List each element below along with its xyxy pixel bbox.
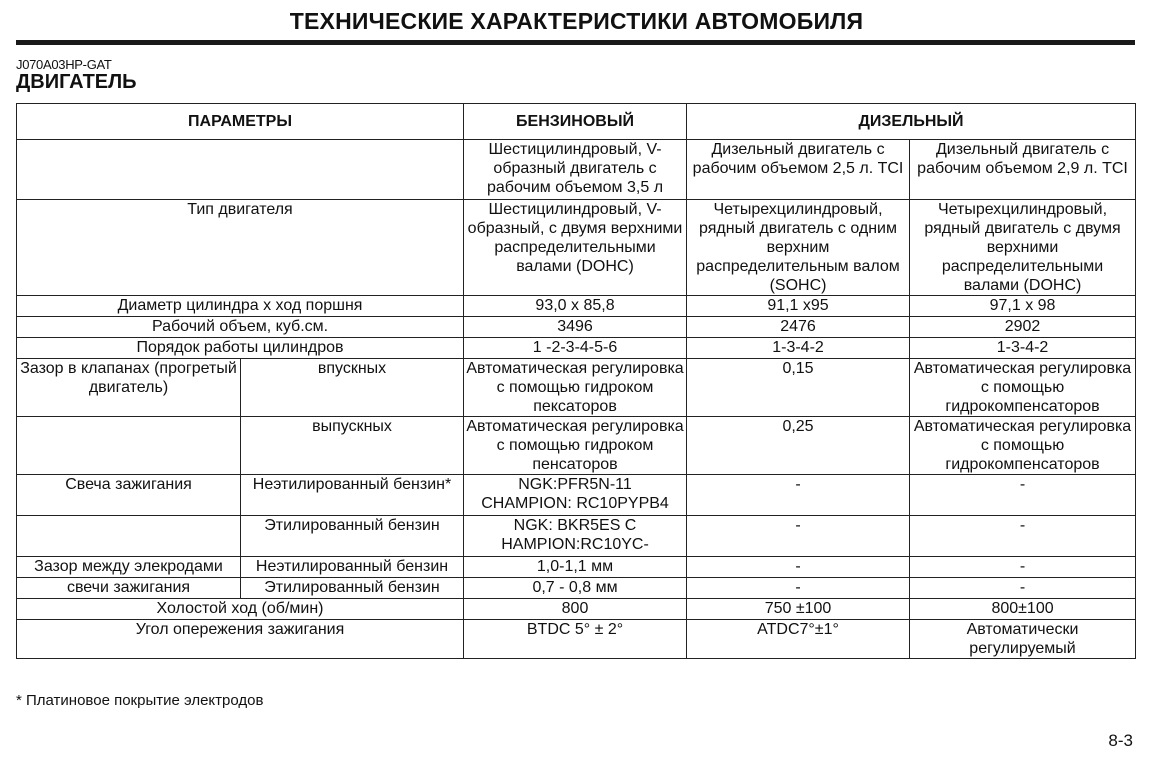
cell-diesel2-engine: Дизельный двигатель с рабочим объемом 2,9 л. TCI <box>910 140 1136 200</box>
row-label: Диаметр цилиндра х ход поршня <box>17 296 464 317</box>
cell-diesel2: Автоматическая регулировка с помощью гидрокомпенсаторов <box>910 417 1136 475</box>
cell-diesel1: 91,1 х95 <box>687 296 910 317</box>
row-label <box>17 417 241 475</box>
table-row <box>17 620 1136 659</box>
document-code: J070A03HP-GAT <box>16 57 112 72</box>
cell-diesel1: - <box>687 516 910 557</box>
table-row <box>17 317 1136 338</box>
row-label <box>17 516 241 557</box>
cell-diesel2: 800±100 <box>910 599 1136 620</box>
table-row <box>17 516 1136 557</box>
cell-petrol-engine: Шестицилиндровый, V-образный двигатель с рабочим объемом 3,5 л <box>464 140 687 200</box>
row-label: Зазор в клапанах (прогретый двигатель) <box>17 359 241 417</box>
cell-empty <box>17 140 464 200</box>
table-row <box>17 557 1136 578</box>
row-label: Тип двигателя <box>17 200 464 296</box>
spark-plug-line: NGK:PFR5N-11 <box>518 476 632 493</box>
cell-diesel1-engine: Дизельный двигатель с рабочим объемом 2,5 л. TCI <box>687 140 910 200</box>
cell-diesel2: - <box>910 475 1136 516</box>
table-row <box>17 599 1136 620</box>
cell-diesel1: - <box>687 475 910 516</box>
cell-petrol: 0,7 - 0,8 мм <box>464 578 687 599</box>
header-params: ПАРАМЕТРЫ <box>17 104 464 140</box>
cell-petrol: Шестицилиндровый, V-образный, с двумя верхними распределительными валами (DOHC) <box>464 200 687 296</box>
cell-diesel2: Автоматическая регулировка с помощью гидрокомпенсаторов <box>910 359 1136 417</box>
cell-diesel1: 750 ±100 <box>687 599 910 620</box>
engine-spec-table <box>16 103 1136 659</box>
cell-diesel2: - <box>910 578 1136 599</box>
table-row <box>17 296 1136 317</box>
spark-plug-line: CHAMPION: RC10PYPB4 <box>481 495 669 512</box>
row-label: Зазор между элекродами <box>17 557 241 578</box>
cell-diesel1: - <box>687 557 910 578</box>
row-label: Холостой ход (об/мин) <box>17 599 464 620</box>
table-row <box>17 475 1136 516</box>
cell-diesel1: - <box>687 578 910 599</box>
table-row <box>17 417 1136 475</box>
cell-petrol <box>464 475 687 516</box>
cell-diesel2: 1-3-4-2 <box>910 338 1136 359</box>
table-row <box>17 578 1136 599</box>
cell-diesel1: 2476 <box>687 317 910 338</box>
row-sublabel: впускных <box>241 359 464 417</box>
section-heading: ДВИГАТЕЛЬ <box>16 71 137 93</box>
row-label: Свеча зажигания <box>17 475 241 516</box>
spark-plug-line: NGK: BKR5ES C <box>513 517 637 534</box>
cell-diesel2: - <box>910 557 1136 578</box>
header-diesel: ДИЗЕЛЬНЫЙ <box>687 104 1136 140</box>
page-title: ТЕХНИЧЕСКИЕ ХАРАКТЕРИСТИКИ АВТОМОБИЛЯ <box>289 8 864 34</box>
table-row-engine-names <box>17 140 1136 200</box>
row-label: свечи зажигания <box>17 578 241 599</box>
row-sublabel: Неэтилированный бензин <box>241 557 464 578</box>
table-row <box>17 338 1136 359</box>
cell-diesel1: 1-3-4-2 <box>687 338 910 359</box>
cell-petrol: BTDC 5° ± 2° <box>464 620 687 659</box>
cell-diesel2: Четырехцилиндровый, рядный двигатель с двумя верхними распределительными валами (DOHC) <box>910 200 1136 296</box>
table-row <box>17 359 1136 417</box>
cell-diesel2: - <box>910 516 1136 557</box>
page-number: 8-3 <box>1108 731 1133 750</box>
row-sublabel: Неэтилированный бензин* <box>241 475 464 516</box>
table-header-row <box>17 104 1136 140</box>
header-petrol: БЕНЗИНОВЫЙ <box>464 104 687 140</box>
cell-diesel1: Четырехцилиндровый, рядный двигатель с одним верхним распределительным валом (SOHC) <box>687 200 910 296</box>
cell-petrol: Автоматическая регулировка с помощью гидроком пенсаторов <box>464 417 687 475</box>
footnote: * Платиновое покрытие электродов <box>16 692 264 709</box>
row-label: Угол опережения зажигания <box>17 620 464 659</box>
cell-diesel1: 0,15 <box>687 359 910 417</box>
row-label: Рабочий объем, куб.см. <box>17 317 464 338</box>
cell-petrol: 1,0-1,1 мм <box>464 557 687 578</box>
cell-petrol: 93,0 х 85,8 <box>464 296 687 317</box>
cell-petrol: 1 -2-3-4-5-6 <box>464 338 687 359</box>
cell-diesel2: Автоматически регулируемый <box>910 620 1136 659</box>
row-label: Порядок работы цилиндров <box>17 338 464 359</box>
title-rule <box>16 40 1135 45</box>
cell-diesel2: 2902 <box>910 317 1136 338</box>
spark-plug-line: HAMPION:RC10YC- <box>501 536 649 553</box>
cell-petrol <box>464 516 687 557</box>
row-sublabel: выпускных <box>241 417 464 475</box>
cell-diesel1: ATDC7°±1° <box>687 620 910 659</box>
cell-diesel2: 97,1 х 98 <box>910 296 1136 317</box>
table-row <box>17 200 1136 296</box>
cell-diesel1: 0,25 <box>687 417 910 475</box>
row-sublabel: Этилированный бензин <box>241 578 464 599</box>
cell-petrol: Автоматическая регулировка с помощью гидроком пексаторов <box>464 359 687 417</box>
row-sublabel: Этилированный бензин <box>241 516 464 557</box>
cell-petrol: 3496 <box>464 317 687 338</box>
cell-petrol: 800 <box>464 599 687 620</box>
